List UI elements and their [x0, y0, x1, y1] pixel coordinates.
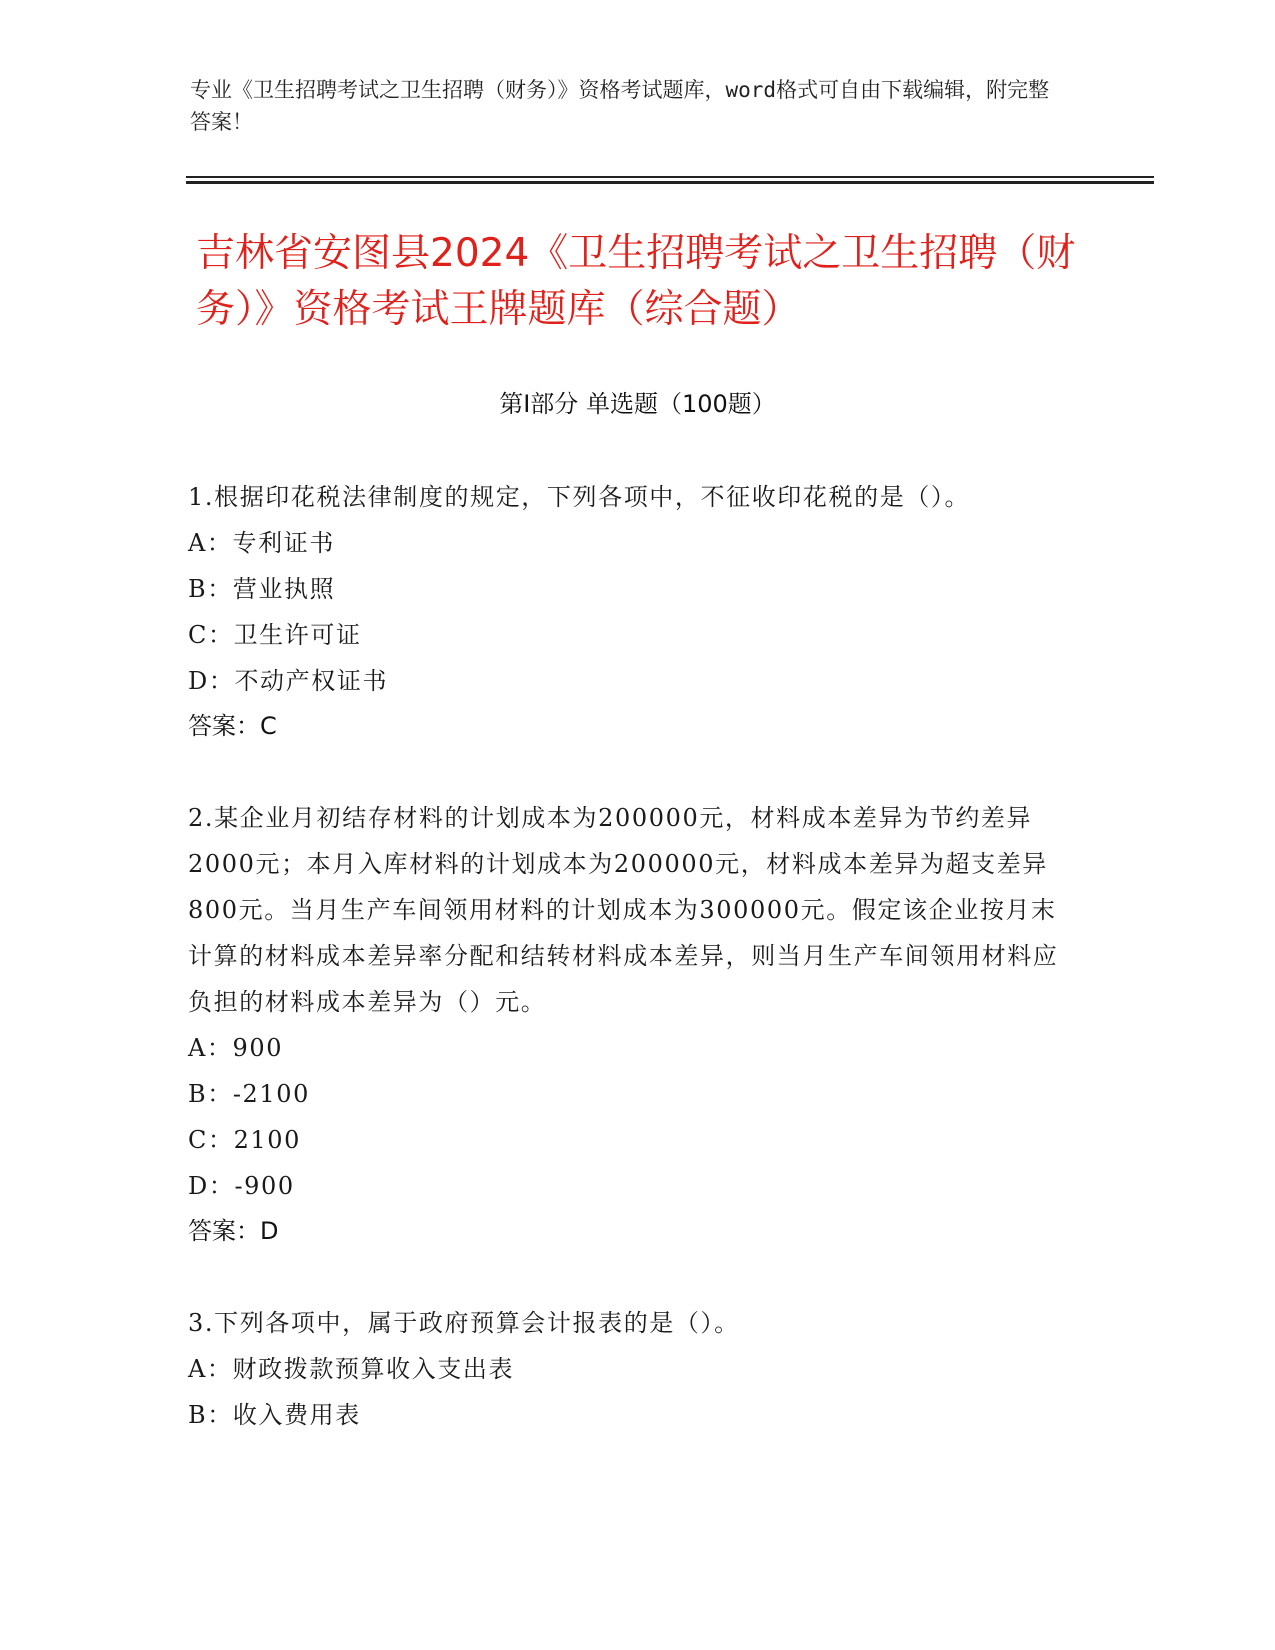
header-note: 专业《卫生招聘考试之卫生招聘（财务）》资格考试题库，word格式可自由下载编辑，附完整答案！ — [190, 78, 1050, 134]
option-d: D：-900 — [188, 1172, 295, 1200]
header-rule-thick — [186, 181, 1154, 184]
question-list — [188, 474, 1078, 1485]
option-c: C：卫生许可证 — [188, 621, 362, 649]
option-d: D：不动产权证书 — [188, 667, 389, 695]
option-b: B：-2100 — [188, 1080, 311, 1108]
header-rule-thin — [186, 176, 1154, 178]
document-title: 吉林省安图县2024《卫生招聘考试之卫生招聘（财务）》资格考试王牌题库（综合题） — [196, 231, 1076, 332]
answer: 答案：D — [188, 1217, 279, 1245]
option-c: C：2100 — [188, 1126, 302, 1154]
section-title: 第Ⅰ部分 单选题（100题） — [499, 390, 776, 418]
option-a: A：900 — [188, 1034, 284, 1062]
question-3 — [188, 1300, 1078, 1438]
question-stem: 2.某企业月初结存材料的计划成本为200000元，材料成本差异为节约差异2000元；本月入库材料的计划成本为200000元，材料成本差异为超支差异800元。当月生产车间领用材料的计划成本为300000元。假定该企业按月末计算的材料成本差异率分配和结转材料成本差异，则当月生产车间领用材料应负担的材料成本差异为（）元。 — [188, 804, 1059, 1016]
option-b: B：营业执照 — [188, 575, 336, 603]
option-a: A：财政拨款预算收入支出表 — [188, 1355, 515, 1383]
question-1 — [188, 474, 1078, 748]
option-b: B：收入费用表 — [188, 1401, 361, 1429]
question-stem: 1.根据印花税法律制度的规定，下列各项中，不征收印花税的是（）。 — [188, 483, 971, 511]
option-a: A：专利证书 — [188, 529, 335, 557]
question-2 — [188, 795, 1078, 1253]
question-stem: 3.下列各项中，属于政府预算会计报表的是（）。 — [188, 1309, 740, 1337]
answer: 答案：C — [188, 712, 277, 740]
